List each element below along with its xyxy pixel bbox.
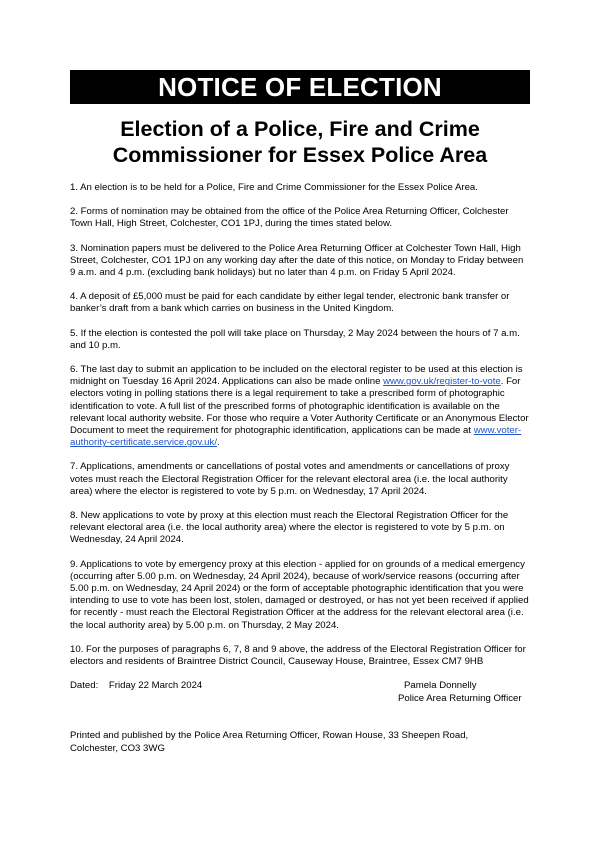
paragraph-9: 9. Applications to vote by emergency proxy at this election - applied for on grounds of a medical emergency (occurring after 5.00 p.m. on Wednesday, 24 April 2024), because of work/service reasons (occurring after 5.00 p.m. on Wednesday, 24 April 2024) or the form of acceptable photographic identification that you were intending to use to vote has been lost, stolen, damaged or destroyed, or has not yet been received if applied for recently - must reach the Electoral Registration Officer at the address for the relevant electoral area (i.e. the local authority area) by 5.00 p.m. on Thursday, 2 May 2024. <box>70 558 529 631</box>
imprint-line-1: Printed and published by the Police Area Returning Officer, Rowan House, 33 Sheepen Road, <box>70 730 469 742</box>
title-line-2: Commissioner for Essex Police Area <box>112 143 488 167</box>
paragraph-3: 3. Nomination papers must be delivered to the Police Area Returning Officer at Colchester Town Hall, High Street, Colchester, CO1 1PJ on any working day after the date of this notice, on Monday to Friday between 9 a.m. and 4 p.m. (excluding bank holidays) but no later than 4 p.m. on Friday 5 April 2024. <box>70 242 524 279</box>
signature-block <box>70 680 530 710</box>
signatory-role: Police Area Returning Officer <box>398 692 522 704</box>
paragraph-5: 5. If the election is contested the poll will take place on Thursday, 2 May 2024 between the hours of 7 a.m. and 10 p.m. <box>70 327 520 351</box>
imprint-line-2: Colchester, CO3 3WG <box>70 742 165 754</box>
paragraph-6-text-1: 6. The last day to submit an application to be included on the electoral register to be used at this election is midnight on Tuesday 16 April 2024. Applications can also be made online <box>70 364 523 388</box>
paragraph-6-text-2: . For electors voting in polling stations there is a legal requirement to take a prescribed form of photographic identification to vote. A full list of the prescribed forms of photographic identification is available on the relevant local authority website. For those who require a Voter Authority Certificate or an Anonymous Elector Document to meet the requirement for photographic identification, applications can be made at <box>70 376 529 437</box>
paragraph-8: 8. New applications to vote by proxy at this election must reach the Electoral Registration Officer for the relevant electoral area (i.e. the local authority area) where the elector is registered to vote by 5 p.m. on Wednesday, 24 April 2024. <box>70 510 509 546</box>
signatory-name: Pamela Donnelly <box>404 680 477 692</box>
paragraph-6-text-3: . <box>216 437 220 449</box>
voter-authority-certificate-link[interactable]: www.voter-authority-certificate.service.gov.uk/ <box>70 425 522 449</box>
notice-banner: NOTICE OF ELECTION <box>70 70 530 104</box>
paragraph-10: 10. For the purposes of paragraphs 6, 7, 8 and 9 above, the address of the Electoral Registration Officer for electors and residents of Braintree District Council, Causeway House, Braintree, Essex CM7 9HB <box>70 643 526 668</box>
signatory <box>398 680 522 704</box>
notice-title <box>70 116 530 168</box>
paragraph-4: 4. A deposit of £5,000 must be paid for each candidate by either legal tender, electronic bank transfer or banker’s draft from a bank which carries on business in the United Kingdom. <box>70 291 510 315</box>
imprint-footer <box>70 730 530 754</box>
title-line-1: Election of a Police, Fire and Crime <box>120 117 480 141</box>
paragraph-6 <box>70 364 530 449</box>
paragraph-2: 2. Forms of nomination may be obtained from the office of the Police Area Returning Officer, Colchester Town Hall, High Street, Colchester, CO1 1PJ, during the times stated below. <box>70 206 509 230</box>
dated-line: Dated: Friday 22 March 2024 <box>70 680 203 692</box>
notice-page <box>70 70 530 755</box>
register-to-vote-link[interactable]: www.gov.uk/register-to-vote <box>383 376 501 388</box>
paragraph-1: 1. An election is to be held for a Police, Fire and Crime Commissioner for the Essex Police Area. <box>70 182 478 193</box>
paragraph-7: 7. Applications, amendments or cancellations of postal votes and amendments or cancellations of proxy votes must reach the Electoral Registration Officer for the relevant electoral area (i.e. the local authority area) where the elector is registered to vote by 5 p.m. on Wednesday, 17 April 2024. <box>70 461 510 497</box>
